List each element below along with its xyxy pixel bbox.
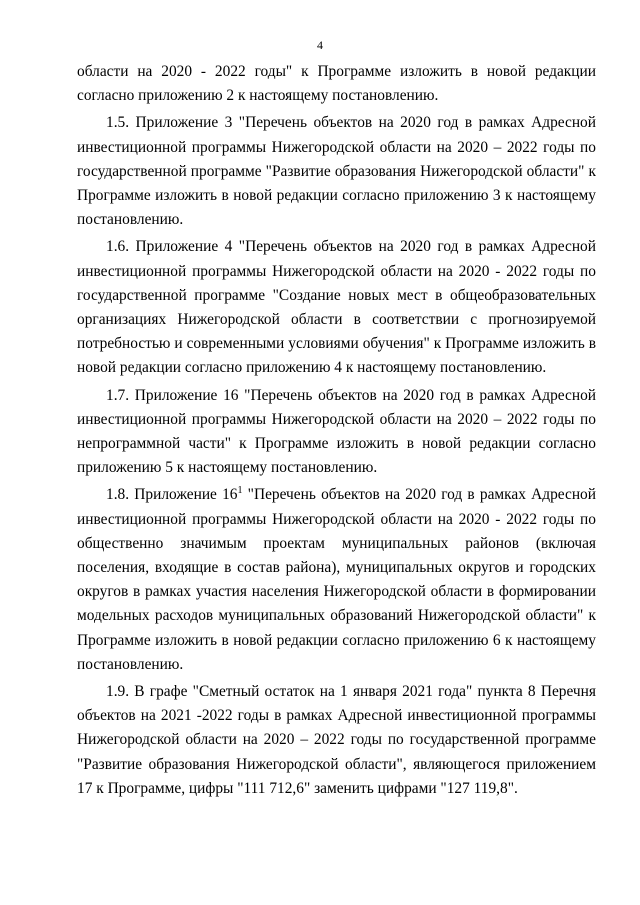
superscript-index: 1 (237, 485, 243, 497)
page-number: 4 (317, 38, 323, 52)
paragraph-1-7: 1.7. Приложение 16 "Перечень объектов на 2020 год в рамках Адресной инвестиционной программы Нижегородской области на 2020 – 2022 годы по непрограммной части" к Программе изложить в новой редакции согласно приложению 5 к настоящему постановлению. (77, 386, 596, 477)
paragraph-1-8-rest: "Перечень объектов на 2020 год в рамках Адресной инвестиционной программы Нижегородской области на 2020 - 2022 годы по общественно значимым проектам муниципальных районов (включая поселения, входящие в состав района), муниципальных округов и городских округов в рамках участия населения Нижегородской области в формировании модельных расходов муниципальных образований Нижегородской области" к Программе изложить в новой редакции согласно приложению 6 к настоящему постановлению. (77, 486, 596, 673)
document-body (77, 60, 596, 804)
paragraph-1-8-start: 1.8. Приложение 16 (106, 486, 238, 504)
paragraph-1-8 (77, 483, 596, 677)
paragraph-1-6: 1.6. Приложение 4 "Перечень объектов на 2020 год в рамках Адресной инвестиционной программы Нижегородской области на 2020 - 2022 годы по государственной программе "Создание новых мест в общеобразовательных организациях Нижегородской области в соответствии с прогнозируемой потребностью и современными условиями обучения" к Программе изложить в новой редакции согласно приложению 4 к настоящему постановлению. (77, 238, 596, 377)
paragraph-1-9: 1.9. В графе "Сметный остаток на 1 января 2021 года" пункта 8 Перечня объектов на 2021 -2022 годы в рамках Адресной инвестиционной программы Нижегородской области на 2020 – 2022 годы по государственной программе "Развитие образования Нижегородской области", являющегося приложением 17 к Программе, цифры "111 712,6" заменить цифрами "127 119,8". (77, 683, 596, 797)
paragraph-continuation: области на 2020 - 2022 годы" к Программе изложить в новой редакции согласно приложению 2 к настоящему постановлению. (77, 63, 596, 105)
paragraph-1-5: 1.5. Приложение 3 "Перечень объектов на 2020 год в рамках Адресной инвестиционной программы Нижегородской области на 2020 – 2022 годы по государственной программе "Развитие образования Нижегородской области" к Программе изложить в новой редакции согласно приложению 3 к настоящему постановлению. (77, 114, 596, 229)
